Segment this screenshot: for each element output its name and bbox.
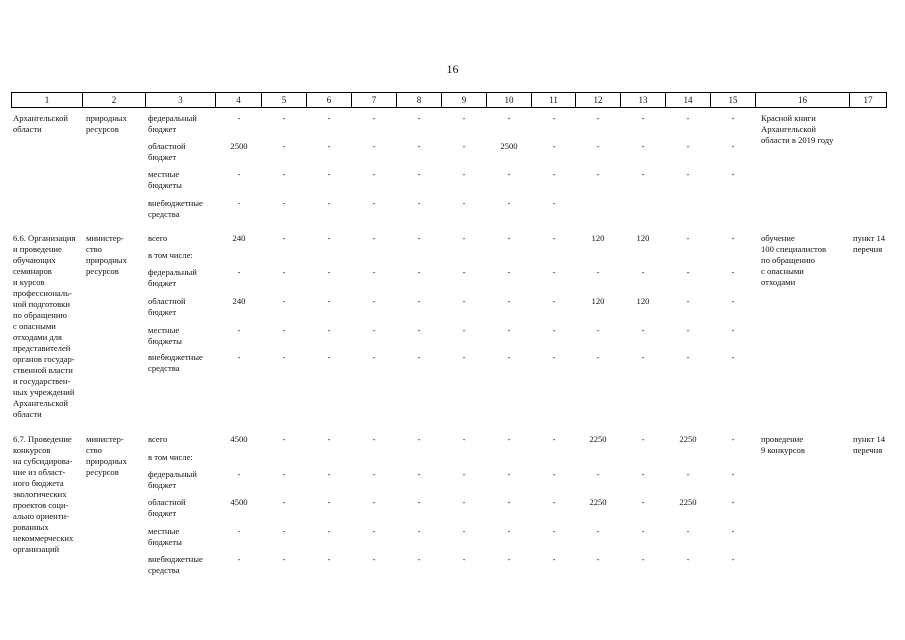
value-cell: - bbox=[282, 497, 286, 507]
value-cell: - bbox=[731, 296, 735, 306]
value-cell: - bbox=[282, 325, 286, 335]
value-cell: - bbox=[731, 554, 735, 564]
funding-source-label: областной бюджет bbox=[148, 497, 186, 518]
value-cell: - bbox=[372, 497, 376, 507]
measure-name: 6.7. Проведение конкурсов на субсидирова- ние из област- ного бюджета экологических проектов соци- ально ориенти- рованных некоммерческих организаций bbox=[13, 434, 74, 554]
value-cell: - bbox=[686, 267, 690, 277]
value-cell: - bbox=[686, 233, 690, 243]
value-cell: - bbox=[282, 526, 286, 536]
value-cell: - bbox=[552, 526, 556, 536]
value-cell: - bbox=[327, 233, 331, 243]
value-cell: - bbox=[686, 325, 690, 335]
value-cell: - bbox=[417, 526, 421, 536]
measure-name: Архангельской области bbox=[13, 113, 68, 134]
value-cell: - bbox=[327, 267, 331, 277]
value-cell: - bbox=[327, 113, 331, 123]
value-cell: - bbox=[731, 526, 735, 536]
value-cell: - bbox=[462, 169, 466, 179]
value-cell: - bbox=[596, 554, 600, 564]
value-cell: - bbox=[552, 325, 556, 335]
header-cell-9: 9 bbox=[442, 92, 487, 108]
value-cell: - bbox=[507, 113, 511, 123]
value-cell: - bbox=[417, 554, 421, 564]
value-cell: - bbox=[731, 233, 735, 243]
value-cell: - bbox=[686, 169, 690, 179]
funding-source-label: федеральный бюджет bbox=[148, 113, 197, 134]
value-cell: - bbox=[282, 198, 286, 208]
value-cell: - bbox=[686, 296, 690, 306]
value-cell: - bbox=[237, 469, 241, 479]
value-cell: - bbox=[417, 469, 421, 479]
funding-source-label: федеральный бюджет bbox=[148, 267, 197, 288]
funding-source-label: в том числе: bbox=[148, 452, 193, 462]
value-cell: - bbox=[462, 198, 466, 208]
value-cell: - bbox=[552, 198, 556, 208]
value-cell: - bbox=[731, 113, 735, 123]
value-cell: - bbox=[282, 169, 286, 179]
value-cell: - bbox=[596, 352, 600, 362]
header-cell-14: 14 bbox=[666, 92, 711, 108]
value-cell: - bbox=[462, 267, 466, 277]
value-cell: - bbox=[282, 434, 286, 444]
value-cell: - bbox=[686, 352, 690, 362]
funding-source-label: местные бюджеты bbox=[148, 526, 182, 547]
value-cell: - bbox=[507, 267, 511, 277]
value-cell: - bbox=[372, 325, 376, 335]
value-cell: - bbox=[731, 497, 735, 507]
value-cell: - bbox=[327, 554, 331, 564]
header-cell-15: 15 bbox=[711, 92, 756, 108]
value-cell: - bbox=[462, 497, 466, 507]
header-cell-10: 10 bbox=[487, 92, 532, 108]
value-cell: - bbox=[507, 296, 511, 306]
value-cell: - bbox=[641, 497, 645, 507]
funding-source-label: всего bbox=[148, 233, 168, 243]
value-cell: - bbox=[417, 267, 421, 277]
value-cell: - bbox=[641, 554, 645, 564]
header-cell-17: 17 bbox=[850, 92, 887, 108]
value-cell: 2250 bbox=[679, 497, 697, 507]
value-cell: - bbox=[596, 325, 600, 335]
value-cell: - bbox=[552, 169, 556, 179]
header-cell-11: 11 bbox=[532, 92, 576, 108]
value-cell: - bbox=[462, 526, 466, 536]
value-cell: - bbox=[731, 469, 735, 479]
value-cell: - bbox=[237, 113, 241, 123]
expected-result: Красной книги Архангельской области в 2019 году bbox=[761, 113, 834, 145]
value-cell: - bbox=[327, 325, 331, 335]
value-cell: 2250 bbox=[679, 434, 697, 444]
value-cell: - bbox=[417, 169, 421, 179]
value-cell: - bbox=[372, 141, 376, 151]
value-cell: - bbox=[731, 141, 735, 151]
value-cell: 2500 bbox=[500, 141, 518, 151]
value-cell: - bbox=[417, 141, 421, 151]
value-cell: - bbox=[731, 325, 735, 335]
value-cell: - bbox=[417, 497, 421, 507]
value-cell: 240 bbox=[232, 233, 246, 243]
value-cell: - bbox=[417, 198, 421, 208]
header-cell-6: 6 bbox=[307, 92, 352, 108]
header-cell-4: 4 bbox=[216, 92, 262, 108]
expected-result: обучение 100 специалистов по обращению с опасными отходами bbox=[761, 233, 827, 287]
value-cell: - bbox=[417, 434, 421, 444]
value-cell: - bbox=[372, 233, 376, 243]
value-cell: - bbox=[462, 325, 466, 335]
value-cell: - bbox=[327, 469, 331, 479]
header-cell-12: 12 bbox=[576, 92, 621, 108]
value-cell: - bbox=[641, 469, 645, 479]
value-cell: - bbox=[282, 554, 286, 564]
value-cell: - bbox=[641, 141, 645, 151]
value-cell: - bbox=[372, 113, 376, 123]
funding-source-label: внебюджетные средства bbox=[148, 554, 203, 575]
value-cell: - bbox=[552, 296, 556, 306]
value-cell: - bbox=[462, 113, 466, 123]
value-cell: - bbox=[462, 554, 466, 564]
value-cell: - bbox=[507, 497, 511, 507]
value-cell: - bbox=[507, 169, 511, 179]
value-cell: 2500 bbox=[230, 141, 248, 151]
value-cell: - bbox=[731, 352, 735, 362]
value-cell: - bbox=[686, 526, 690, 536]
value-cell: 2250 bbox=[589, 434, 607, 444]
header-cell-16: 16 bbox=[756, 92, 850, 108]
funding-source-label: областной бюджет bbox=[148, 141, 186, 162]
value-cell: - bbox=[327, 526, 331, 536]
value-cell: - bbox=[686, 554, 690, 564]
value-cell: - bbox=[641, 352, 645, 362]
value-cell: - bbox=[596, 267, 600, 277]
value-cell: - bbox=[372, 526, 376, 536]
value-cell: - bbox=[552, 233, 556, 243]
value-cell: - bbox=[462, 352, 466, 362]
value-cell: 4500 bbox=[230, 497, 248, 507]
value-cell: - bbox=[731, 267, 735, 277]
header-cell-7: 7 bbox=[352, 92, 397, 108]
responsible-executor: министер- ство природных ресурсов bbox=[86, 434, 127, 477]
header-cell-13: 13 bbox=[621, 92, 666, 108]
value-cell: - bbox=[327, 497, 331, 507]
value-cell: - bbox=[327, 198, 331, 208]
value-cell: - bbox=[596, 169, 600, 179]
value-cell: - bbox=[641, 169, 645, 179]
value-cell: - bbox=[552, 141, 556, 151]
value-cell: - bbox=[596, 141, 600, 151]
value-cell: - bbox=[596, 469, 600, 479]
value-cell: - bbox=[507, 469, 511, 479]
funding-source-label: внебюджетные средства bbox=[148, 352, 203, 373]
value-cell: - bbox=[462, 141, 466, 151]
value-cell: - bbox=[417, 233, 421, 243]
value-cell: - bbox=[237, 554, 241, 564]
value-cell: - bbox=[327, 434, 331, 444]
page-number: 16 bbox=[446, 62, 459, 76]
value-cell: - bbox=[372, 352, 376, 362]
value-cell: - bbox=[507, 434, 511, 444]
value-cell: - bbox=[686, 469, 690, 479]
value-cell: - bbox=[731, 434, 735, 444]
value-cell: - bbox=[641, 526, 645, 536]
value-cell: - bbox=[417, 325, 421, 335]
value-cell: - bbox=[507, 554, 511, 564]
value-cell: - bbox=[372, 169, 376, 179]
value-cell: - bbox=[237, 526, 241, 536]
value-cell: - bbox=[327, 141, 331, 151]
funding-source-label: в том числе: bbox=[148, 250, 193, 260]
value-cell: - bbox=[282, 296, 286, 306]
reference-item: пункт 14 перечня bbox=[853, 233, 886, 254]
header-cell-8: 8 bbox=[397, 92, 442, 108]
value-cell: - bbox=[282, 352, 286, 362]
funding-source-label: внебюджетные средства bbox=[148, 198, 203, 219]
value-cell: - bbox=[596, 113, 600, 123]
value-cell: - bbox=[596, 526, 600, 536]
value-cell: - bbox=[237, 352, 241, 362]
value-cell: - bbox=[237, 169, 241, 179]
value-cell: - bbox=[417, 352, 421, 362]
header-cell-2: 2 bbox=[83, 92, 146, 108]
value-cell: - bbox=[641, 434, 645, 444]
responsible-executor: министер- ство природных ресурсов bbox=[86, 233, 127, 276]
value-cell: - bbox=[552, 497, 556, 507]
value-cell: - bbox=[507, 325, 511, 335]
funding-source-label: федеральный бюджет bbox=[148, 469, 197, 490]
value-cell: - bbox=[686, 113, 690, 123]
value-cell: - bbox=[462, 469, 466, 479]
value-cell: - bbox=[237, 198, 241, 208]
value-cell: - bbox=[282, 113, 286, 123]
value-cell: - bbox=[327, 296, 331, 306]
value-cell: - bbox=[552, 113, 556, 123]
expected-result: проведение 9 конкурсов bbox=[761, 434, 805, 455]
value-cell: - bbox=[417, 113, 421, 123]
value-cell: - bbox=[372, 434, 376, 444]
measure-name: 6.6. Организация и проведение обучающих семинаров и курсов профессиональ- ной подготовки по обращению с опасными отходами для представителей органов государ- ственной власти и государствен- ных учреждений Архангельской области bbox=[13, 233, 76, 419]
value-cell: - bbox=[641, 267, 645, 277]
header-cell-3: 3 bbox=[146, 92, 216, 108]
funding-source-label: всего bbox=[148, 434, 168, 444]
value-cell: - bbox=[282, 141, 286, 151]
value-cell: - bbox=[372, 198, 376, 208]
value-cell: - bbox=[552, 554, 556, 564]
reference-item: пункт 14 перечня bbox=[853, 434, 886, 455]
value-cell: 120 bbox=[591, 296, 605, 306]
value-cell: - bbox=[462, 296, 466, 306]
value-cell: - bbox=[417, 296, 421, 306]
value-cell: - bbox=[731, 169, 735, 179]
value-cell: - bbox=[552, 469, 556, 479]
responsible-executor: природных ресурсов bbox=[86, 113, 127, 134]
table-header-row bbox=[11, 92, 886, 108]
value-cell: - bbox=[282, 233, 286, 243]
value-cell: - bbox=[462, 434, 466, 444]
value-cell: - bbox=[372, 469, 376, 479]
value-cell: - bbox=[372, 296, 376, 306]
value-cell: - bbox=[507, 233, 511, 243]
value-cell: 240 bbox=[232, 296, 246, 306]
value-cell: 4500 bbox=[230, 434, 248, 444]
value-cell: - bbox=[552, 352, 556, 362]
funding-source-label: местные бюджеты bbox=[148, 325, 182, 346]
value-cell: 120 bbox=[636, 233, 650, 243]
value-cell: - bbox=[641, 325, 645, 335]
value-cell: - bbox=[507, 198, 511, 208]
value-cell: - bbox=[327, 169, 331, 179]
value-cell: - bbox=[372, 554, 376, 564]
value-cell: - bbox=[641, 113, 645, 123]
value-cell: - bbox=[237, 325, 241, 335]
value-cell: - bbox=[282, 267, 286, 277]
value-cell: - bbox=[237, 267, 241, 277]
value-cell: - bbox=[686, 141, 690, 151]
header-cell-5: 5 bbox=[262, 92, 307, 108]
value-cell: - bbox=[552, 267, 556, 277]
header-cell-1: 1 bbox=[11, 92, 83, 108]
value-cell: 120 bbox=[591, 233, 605, 243]
value-cell: - bbox=[507, 352, 511, 362]
value-cell: - bbox=[462, 233, 466, 243]
value-cell: 2250 bbox=[589, 497, 607, 507]
value-cell: - bbox=[372, 267, 376, 277]
value-cell: - bbox=[507, 526, 511, 536]
value-cell: 120 bbox=[636, 296, 650, 306]
value-cell: - bbox=[552, 434, 556, 444]
funding-source-label: местные бюджеты bbox=[148, 169, 182, 190]
funding-source-label: областной бюджет bbox=[148, 296, 186, 317]
value-cell: - bbox=[282, 469, 286, 479]
value-cell: - bbox=[327, 352, 331, 362]
